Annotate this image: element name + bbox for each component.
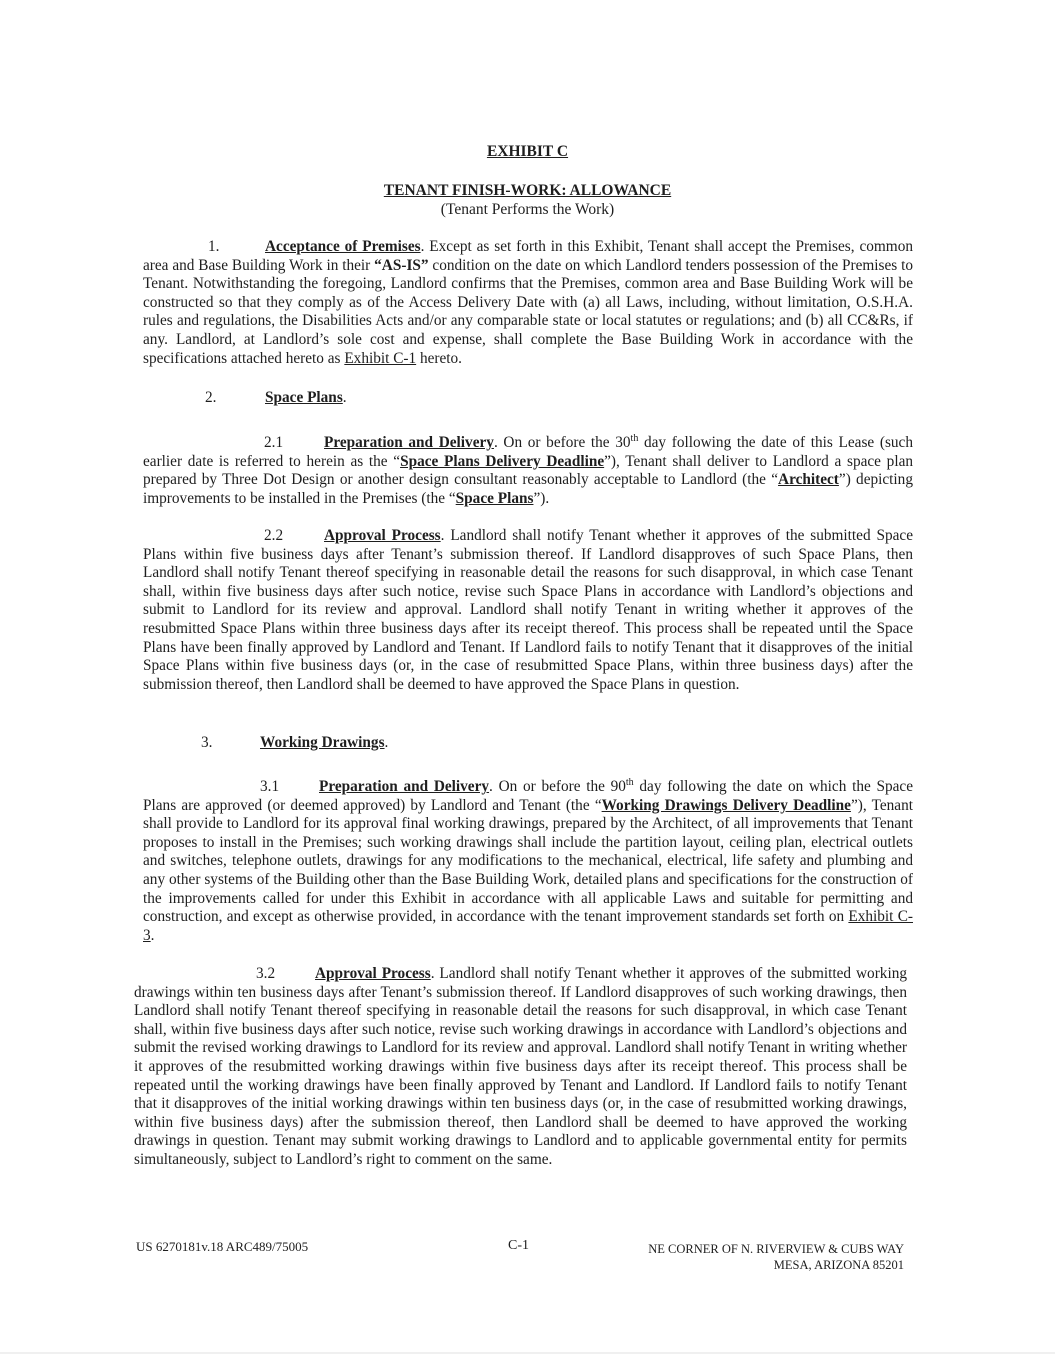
section-heading: Working Drawings [260,734,385,751]
section-heading: Approval Process [315,965,431,982]
section-heading: Preparation and Delivery [324,434,494,452]
exhibit-heading: EXHIBIT C [486,143,569,160]
exhibit-reference: Exhibit C-1 [344,349,417,367]
defined-term: Architect [778,471,839,489]
section-heading: Acceptance of Premises [265,238,421,255]
defined-term: Space Plans Delivery Deadline [400,452,605,470]
section-3-2: 3.2 Approval Process. Landlord shall notify Tenant whether it approves of the submitted working drawings within ten business days after Tenant’s submission thereof. If Landlord disapproves of such working drawings, then Landlord shall notify Tenant thereof specifying in reasonable detail the reasons for such disapproval, in which case Tenant shall, within five business days after such notice, revise such working drawings in accordance with Landlord’s objections and submit the revised working drawings to Landlord for its review and approval. Landlord shall notify Tenant in writing whether it approves of the resubmitted working drawings within five business days after its receipt thereof. This process shall be repeated until the working drawings have been finally approved by Tenant and Landlord. If Landlord fails to notify Tenant that it disapproves of the initial working drawings within ten business days (or, in the case of resubmitted working drawings, within five business days) after the submission thereof, then Landlord shall be deemed to have approved the working drawings in question. Tenant may submit working drawings to Landlord and to applicable governmental entity for permits simultaneously, subject to Landlord’s right to comment on the same. [134,965,907,1168]
section-heading: Approval Process [324,527,441,544]
scan-edge-divider [0,1352,1055,1354]
section-number: 1. [208,238,220,255]
section-heading: Space Plans [265,389,343,406]
section-number: 2.1 [264,434,284,452]
footer-page-number: C-1 [508,1238,529,1253]
section-number: 2.2 [264,527,284,544]
section-number: 2. [205,389,217,406]
section-number: 3.2 [256,965,276,982]
section-number: 3. [201,734,213,751]
section-3-1: 3.1 Preparation and Delivery. On or before the 90th day following the date on which the Space Plans are approved (or deemed approved) by Landlord and Tenant (the “Working Drawings Delivery Deadline”), Tenant shall provide to Landlord for its approval final working drawings, prepared by the Architect, of all improvements that Tenant proposes to install in the Premises; such working drawings shall include the partition layout, ceiling plan, electrical outlets and switches, telephone outlets, drawings for any modifications to the mechanical, electrical, life safety and plumbing and any other systems of the Building other than the Base Building Work, detailed plans and specifications for the construction of the improvements called for under this Exhibit in accordance with all applicable Laws and suitable for permitting and construction, and except as otherwise provided, in accordance with the tenant improvement standards set forth on Exhibit C-3. [143,777,913,944]
footer-address-line-1: NE CORNER OF N. RIVERVIEW & CUBS WAY [648,1242,904,1256]
section-number: 3.1 [260,778,280,796]
section-heading: Preparation and Delivery [319,778,490,796]
section-2-1: 2.1 Preparation and Delivery. On or before the 30th day following the date of this Lease (such earlier date is referred to herein as the “Space Plans Delivery Deadline”), Tenant shall deliver to Landlord a space plan prepared by Three Dot Design or another design consultant reasonably acceptable to Landlord (the “Architect”) depicting improvements to be installed in the Premises (the “Space Plans”). [143,433,914,507]
footer-doc-id: US 6270181v.18 ARC489/75005 [136,1239,309,1254]
defined-term: Working Drawings Delivery Deadline [601,796,851,814]
footer-address-line-2: MESA, ARIZONA 85201 [773,1258,904,1272]
exhibit-subtitle: (Tenant Performs the Work) [440,201,615,218]
section-2-2: 2.2 Approval Process. Landlord shall notify Tenant whether it approves of the submitted Space Plans within five business days after Tenant’s submission thereof. If Landlord disapproves of such Space Plans, then Landlord shall notify Tenant thereof specifying in reasonable detail the reasons for such disapproval, in which case Tenant shall, within five business days after such notice, revise such Space Plans in accordance with Landlord’s objections and submit to Landlord for its review and approval. Landlord shall notify Tenant in writing whether it approves of the resubmitted Space Plans within three business days after its receipt thereof. This process shall be repeated until the Space Plans have been finally approved by Landlord and Tenant. If Landlord fails to notify Tenant that it disapproves of the initial Space Plans within five business days (or, in the case of resubmitted Space Plans, within three business days) after the submission thereof, then Landlord shall be deemed to have approved the Space Plans in question. [143,527,913,693]
section-2: 2. Space Plans. [205,389,347,406]
section-3: 3. Working Drawings. [201,734,389,751]
section-1: 1. Acceptance of Premises. Except as set forth in this Exhibit, Tenant shall accept the Premises, common area and Base Building Work in their “AS-IS” condition on the date on which Landlord tenders possession of the Premises to Tenant. Notwithstanding the foregoing, Landlord confirms that the Premises, common area and Base Building Work will be constructed so that they comply as of the Access Delivery Date with (a) all Laws, including, without limitation, O.S.H.A. rules and regulations, the Disabilities Acts and/or any comparable state or local statutes or regulations; and (b) all CC&Rs, if any. Landlord, at Landlord’s sole cost and expense, shall complete the Base Building Work in accordance with the specifications attached hereto as Exhibit C-1 hereto. [143,238,913,367]
exhibit-title: TENANT FINISH-WORK: ALLOWANCE [383,182,672,199]
defined-term: Space Plans [455,489,534,507]
exhibit-reference: Exhibit C-3 [143,908,913,944]
